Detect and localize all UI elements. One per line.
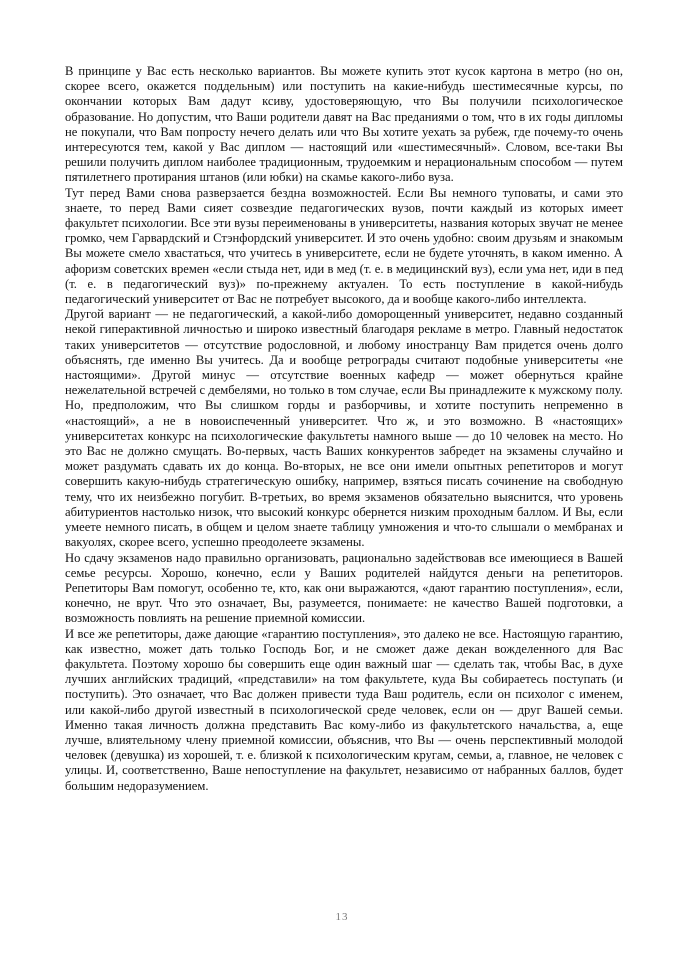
paragraph: Другой вариант — не педагогический, а какой-либо доморощенный университет, недавно созданный некой гиперактивной личностью и широко известный благодаря рекламе в метро. Главный недостаток таких университетов — отсутствие родословной, и любому иностранцу Вам придется очень долго объяснять, где именно Вы учитесь. Да и вообще ретрограды считают подобные университеты «не настоящими». Другой минус — отсутствие военных кафедр — может обернуться крайне нежелательной встречей с дембелями, но только в том случае, если Вы принадлежите к мужскому полу. (65, 307, 623, 398)
paragraph: Но, предположим, что Вы слишком горды и разборчивы, и хотите поступить непременно в «настоящий», а не в новоиспеченный университет. Что ж, и это возможно. В «настоящих» университетах конкурс на психологические факультеты намного выше — до 10 человек на место. Но это Вас не должно смущать. Во-первых, часть Ваших конкурентов забредет на экзамены случайно и может раздумать сдавать их до конца. Во-вторых, не все они имели опытных репетиторов и могут совершить какую-нибудь стратегическую ошибку, например, взяться писать сочинение на свободную тему, что их неизбежно погубит. В-третьих, во время экзаменов обязательно выяснится, что уровень абитуриентов настолько низок, что высокий конкурс обернется низким проходным баллом. И Вы, если умеете немного писать, в общем и целом знаете таблицу умножения и что-то слышали о мембранах и вакуолях, скорее всего, успешно преодолеете экзамены. (65, 398, 623, 550)
paragraph: В принципе у Вас есть несколько вариантов. Вы можете купить этот кусок картона в метро (но он, скорее всего, окажется поддельным) или поступить на какие-нибудь шестимесячные курсы, по окончании которых Вам дадут ксиву, удостоверяющую, что Вы получили психологическое образование. Но допустим, что Ваши родители давят на Вас преданиями о том, что в их годы дипломы не покупали, что Вам попросту нечего делать или что Вы хотите уехать за рубеж, где почему-то очень интересуются тем, какой у Вас диплом — настоящий или «шестимесячный». Словом, все-таки Вы решили получить диплом наиболее традиционным, трудоемким и нерациональным способом — путем пятилетнего протирания штанов (или юбки) на скамье какого-либо вуза. (65, 64, 623, 185)
paragraph: Тут перед Вами снова разверзается бездна возможностей. Если Вы немного туповаты, и сами это знаете, то перед Вами сияет созвездие педагогических вузов, почти каждый из которых имеет факультет психологии. Все эти вузы переименованы в университеты, названия которых звучат не менее громко, чем Гарвардский и Стэнфордский университет. И это очень удобно: своим друзьям и знакомым Вы можете смело хвастаться, что учитесь в университете, если не будете уточнять, в каком именно. А афоризм советских времен «если стыда нет, иди в мед (т. е. в медицинский вуз), если ума нет, иди в пед (т. е. в педагогический вуз)» по-прежнему актуален. То есть поступление в какой-нибудь педагогический университет от Вас не потребует высокого, да и вообще какого-либо интеллекта. (65, 185, 623, 307)
paragraph: Но сдачу экзаменов надо правильно организовать, рационально задействовав все имеющиеся в Вашей семье ресурсы. Хорошо, конечно, если у Ваших родителей найдутся деньги на репетиторов. Репетиторы Вам помогут, особенно те, кто, как они выражаются, «дают гарантию поступления», если, конечно, не врут. Что это означает, Вы, разумеется, понимаете: не качество Вашей подготовки, а возможность повлиять на решение приемной комиссии. (65, 550, 623, 626)
document-body (65, 64, 623, 794)
page-number: 13 (335, 911, 349, 923)
paragraph: И все же репетиторы, даже дающие «гарантию поступления», это далеко не все. Настоящую гарантию, как известно, может дать только Господь Бог, и не сможет даже декан вожделенного для Вас факультета. Поэтому хорошо бы совершить еще один важный шаг — сделать так, чтобы Вас, в духе лучших английских традиций, «представили» на том факультете, куда Вы собираетесь поступать (и поступить). Это означает, что Вас должен привести туда Ваш родитель, если он психолог с именем, или какой-либо другой известный в психологической среде человек, если он — друг Вашей семьи. Именно такая личность должна представить Вас кому-либо из факультетского начальства, а, еще лучше, влиятельному члену приемной комиссии, объяснив, что Вы — очень перспективный молодой человек (девушка) из хорошей, т. е. близкой к психологическим кругам, семьи, а, главное, не человек с улицы. И, соответственно, Ваше непоступление на факультет, независимо от набранных баллов, будет большим недоразумением. (65, 626, 623, 793)
